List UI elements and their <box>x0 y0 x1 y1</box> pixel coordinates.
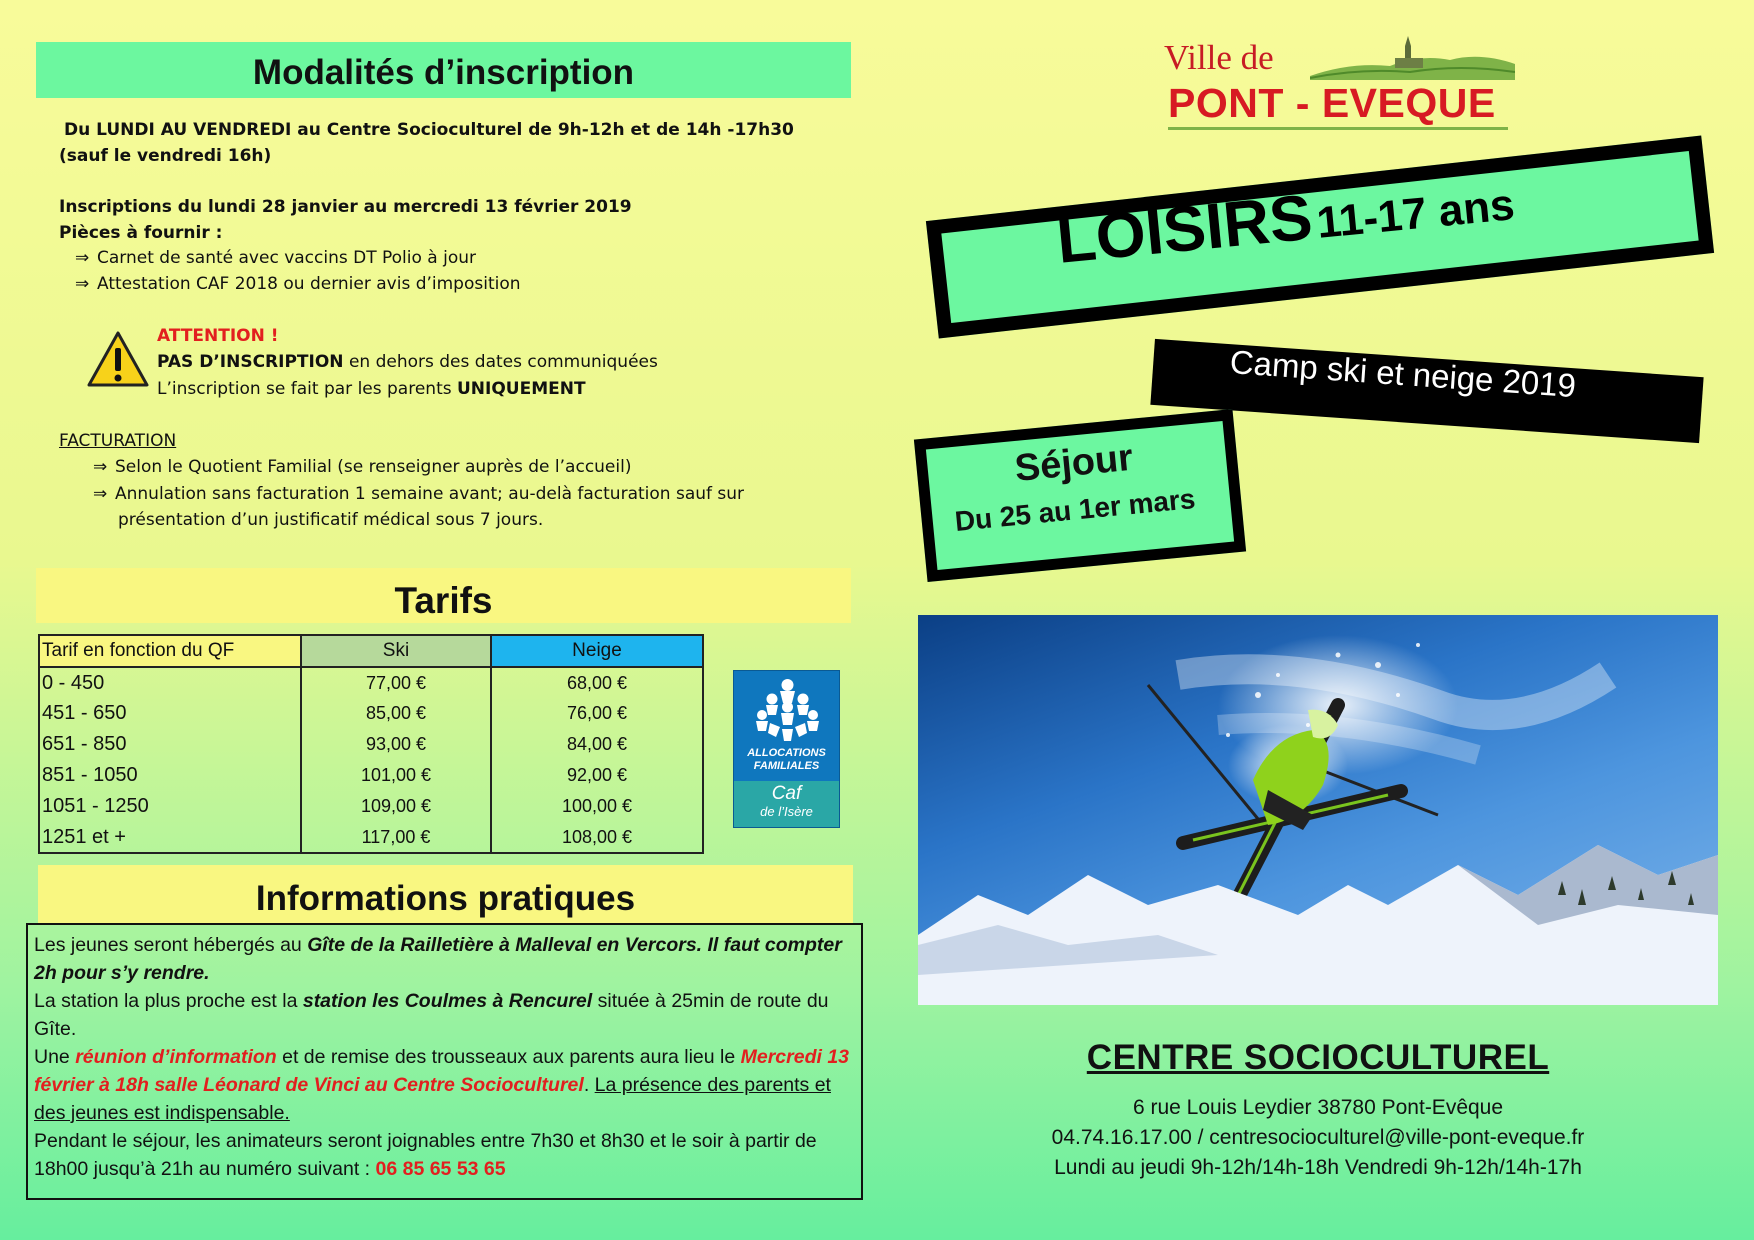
modalites-title: Modalités d’inscription <box>36 42 851 98</box>
ski-price-cell: 77,00 € <box>301 667 491 698</box>
caf-line2: FAMILIALES <box>753 760 820 772</box>
infos-text: . <box>583 1074 595 1096</box>
infos-paragraph-1 <box>34 931 855 987</box>
ski-price-cell: 101,00 € <box>301 760 491 791</box>
infos-phone: 06 85 65 53 65 <box>375 1158 506 1180</box>
ville-logo <box>1160 30 1515 135</box>
infos-presence: La présence des parents et des jeunes est indispensable. <box>34 1074 831 1124</box>
table-header-row <box>39 635 703 667</box>
right-arrow-icon: ⇒ <box>93 457 108 477</box>
infos-text: Pendant le séjour, les animateurs seront joignables entre 7h30 et 8h30 et le soir à partir de 18h00 jusqu’à 21h au numéro suivant : <box>34 1130 817 1180</box>
facturation-item <box>93 455 631 480</box>
caf-family-icon <box>754 677 821 743</box>
facturation-continuation: présentation d’un justificatif médical sous 7 jours. <box>118 510 544 530</box>
caf-line1: ALLOCATIONS <box>747 747 826 759</box>
column-header-qf: Tarif en fonction du QF <box>39 635 301 667</box>
attention-bold: PAS D’INSCRIPTION <box>157 352 344 372</box>
column-header-ski: Ski <box>301 635 491 667</box>
warning-triangle-icon <box>86 330 150 388</box>
infos-reunion-date: Mercredi 13 février à 18h salle Léonard de Vinci au Centre Socioculturel <box>34 1046 850 1096</box>
table-row <box>39 729 703 760</box>
ski-price-cell: 93,00 € <box>301 729 491 760</box>
right-arrow-icon: ⇒ <box>75 274 90 294</box>
neige-price-cell: 92,00 € <box>491 760 703 791</box>
inscription-dates: Inscriptions du lundi 28 janvier au mercredi 13 février 2019 <box>59 197 632 217</box>
infos-text: Les jeunes seront hébergés au <box>34 934 308 956</box>
facturation-item <box>93 482 744 507</box>
qf-cell: 651 - 850 <box>39 729 301 760</box>
table-row <box>39 760 703 791</box>
attention-start: L’inscription se fait par les parents <box>157 379 457 399</box>
infos-box <box>26 923 863 1200</box>
logo-city-name: PONT - EVEQUE <box>1168 80 1496 126</box>
tarifs-title: Tarifs <box>36 568 851 623</box>
qf-cell: 1251 et + <box>39 822 301 853</box>
infos-text: et de remise des trousseaux aux parents aura lieu le <box>276 1046 741 1068</box>
qf-cell: 851 - 1050 <box>39 760 301 791</box>
column-header-neige: Neige <box>491 635 703 667</box>
qf-cell: 1051 - 1250 <box>39 791 301 822</box>
ski-price-cell: 109,00 € <box>301 791 491 822</box>
loisirs-word: LOISIRS <box>1053 180 1316 277</box>
infos-text: La station la plus proche est la <box>34 990 303 1012</box>
centre-hours: Lundi au jeudi 9h-12h/14h-18h Vendredi 9h-12h/14h-17h <box>1054 1156 1582 1179</box>
neige-price-cell: 100,00 € <box>491 791 703 822</box>
centre-contact <box>918 1126 1718 1150</box>
infos-reunion: réunion d’information <box>75 1046 277 1068</box>
right-arrow-icon: ⇒ <box>75 248 90 268</box>
caf-region: de l’Isère <box>760 804 813 819</box>
skier-photo <box>918 615 1718 1005</box>
skier-illustration <box>918 615 1718 1005</box>
sejour-title: Séjour <box>1012 436 1135 490</box>
attention-bold: UNIQUEMENT <box>457 379 586 399</box>
piece-item <box>75 272 521 297</box>
neige-price-cell: 76,00 € <box>491 698 703 729</box>
pieces-label: Pièces à fournir : <box>59 223 223 243</box>
table-row <box>39 791 703 822</box>
caf-bottom-band <box>734 781 839 827</box>
piece-item-text: Attestation CAF 2018 ou dernier avis d’imposition <box>97 274 521 294</box>
infos-paragraph-3 <box>34 1043 855 1127</box>
attention-label: ATTENTION ! <box>157 326 279 346</box>
tarifs-table <box>38 634 704 854</box>
modalites-line2: (sauf le vendredi 16h) <box>59 146 272 166</box>
caf-logo <box>733 670 840 828</box>
modalites-line1: Du LUNDI AU VENDREDI au Centre Socioculturel de 9h-12h et de 14h -17h30 <box>64 120 794 140</box>
table-row <box>39 698 703 729</box>
neige-price-cell: 84,00 € <box>491 729 703 760</box>
logo-ville-text: Ville de <box>1164 38 1274 77</box>
facturation-item-text: Annulation sans facturation 1 semaine avant; au-delà facturation sauf sur <box>115 484 745 504</box>
logo-underline <box>1168 126 1508 132</box>
table-row <box>39 822 703 853</box>
village-skyline-icon <box>1310 32 1515 80</box>
caf-allocations-text <box>734 747 839 773</box>
centre-address: 6 rue Louis Leydier 38780 Pont-Evêque <box>1132 1096 1504 1119</box>
infos-text: située à 25min de route du Gîte. <box>34 990 829 1040</box>
loisirs-age: 11-17 ans <box>1314 180 1517 248</box>
neige-price-cell: 108,00 € <box>491 822 703 853</box>
piece-item <box>75 246 476 271</box>
infos-title: Informations pratiques <box>38 865 853 923</box>
infos-paragraph-2 <box>34 987 855 1043</box>
infos-text: Une <box>34 1046 76 1068</box>
centre-contact-text[interactable]: 04.74.16.17.00 / centresocioculturel@ville-pont-eveque.fr <box>1051 1126 1585 1149</box>
infos-station: station les Coulmes à Rencurel <box>302 990 593 1012</box>
caf-name: Caf <box>771 783 802 804</box>
ski-price-cell: 85,00 € <box>301 698 491 729</box>
attention-line1 <box>157 350 658 375</box>
piece-item-text: Carnet de santé avec vaccins DT Polio à jour <box>97 248 477 268</box>
centre-title: CENTRE SOCIOCULTUREL <box>1086 1038 1550 1077</box>
facturation-item-text: Selon le Quotient Familial (se renseigner auprès de l’accueil) <box>115 457 632 477</box>
qf-cell: 0 - 450 <box>39 667 301 698</box>
attention-rest: en dehors des dates communiquées <box>343 352 658 372</box>
right-arrow-icon: ⇒ <box>93 484 108 504</box>
ski-price-cell: 117,00 € <box>301 822 491 853</box>
attention-line2 <box>157 377 586 402</box>
facturation-label: FACTURATION <box>59 431 177 451</box>
qf-cell: 451 - 650 <box>39 698 301 729</box>
neige-price-cell: 68,00 € <box>491 667 703 698</box>
sejour-dates: Du 25 au 1er mars <box>953 482 1197 537</box>
table-row <box>39 667 703 698</box>
infos-gite: Gîte de la Railletière à Malleval en Vercors. Il faut compter 2h pour s’y rendre. <box>34 934 842 984</box>
camp-title: Camp ski et neige 2019 <box>1228 343 1578 405</box>
infos-paragraph-4 <box>34 1127 855 1183</box>
